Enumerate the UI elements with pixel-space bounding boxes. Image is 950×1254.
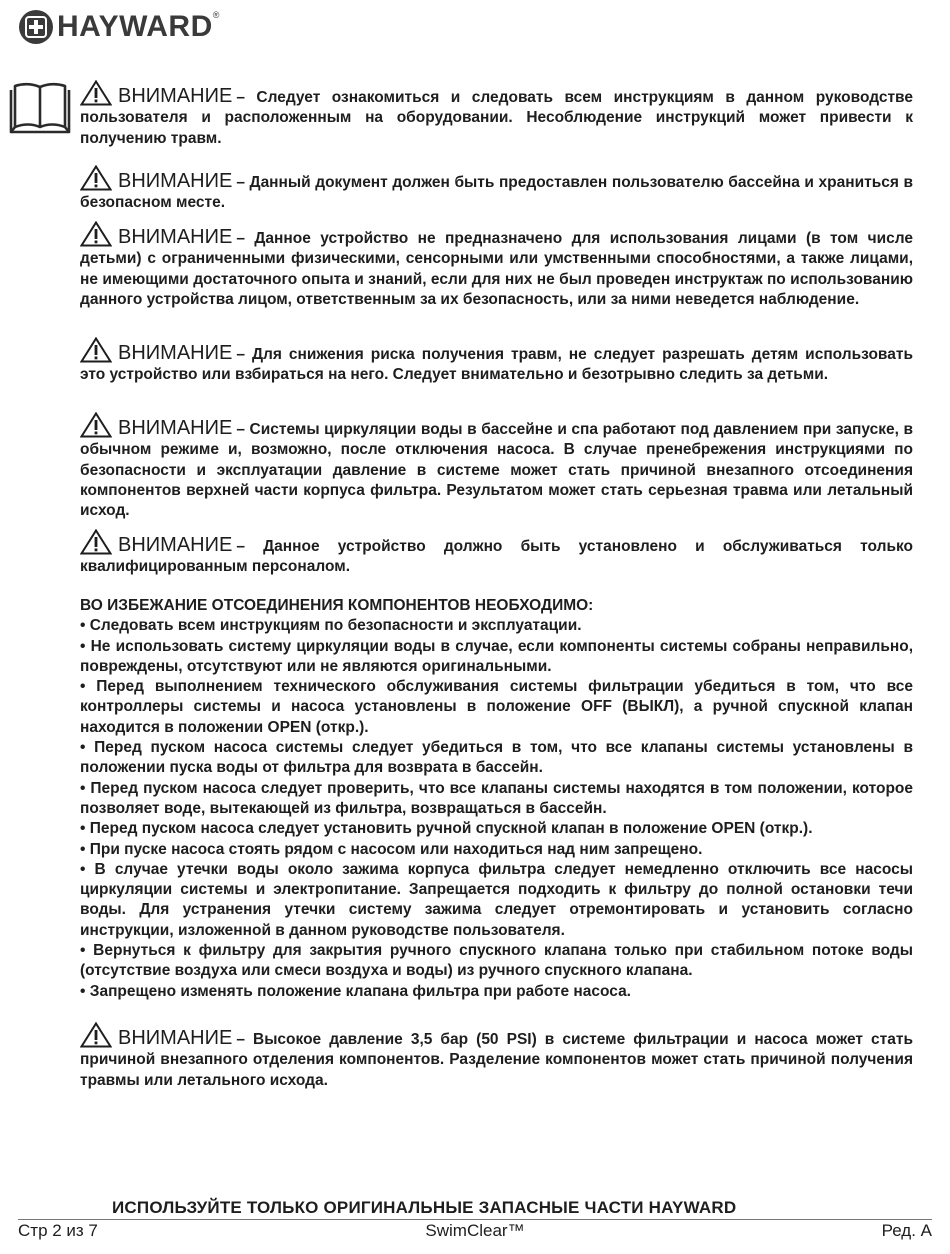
- warning-triangle-icon: [80, 1022, 112, 1048]
- brand-name: HAYWARD: [57, 10, 213, 43]
- footer-divider: [18, 1219, 932, 1220]
- warning-text: – Данное устройство должно быть установлено и обслуживаться только квалифицированным персоналом.: [80, 538, 913, 576]
- warning-block-1: [80, 80, 913, 149]
- warning-label: ВНИМАНИЕ: [118, 417, 233, 439]
- hayward-logo-icon: [19, 10, 53, 44]
- hayward-logo: [19, 10, 220, 44]
- warning-block-4: [80, 337, 913, 386]
- list-item: • Перед пуском насоса следует проверить, что все клапаны системы находятся в том положении, которое позволяет воде, вытекающей из фильтра, возвращаться в бассейн.: [80, 779, 913, 817]
- list-item: • Перед пуском насоса следует установить ручной спускной клапан в положение OPEN (откр.).: [80, 820, 813, 838]
- warning-text: – Системы циркуляции воды в бассейне и спа работают под давлением при запуске, в обычном режиме и, возможно, после отключения насоса. В случае пренебрежения инструкциями по безопасности и эксплуатации давление в системе может стать причиной внезапного отсоединения компонентов верхней части корпуса фильтра. Результатом может стать серьезная травма или летальный исход.: [80, 421, 913, 520]
- warning-block-5: [80, 412, 913, 521]
- warning-block-pressure: [80, 1022, 913, 1091]
- list-item: • При пуске насоса стоять рядом с насосом или находиться над ним запрещено.: [80, 840, 703, 858]
- page-number: Стр 2 из 7: [18, 1221, 98, 1240]
- manual-book-icon: [8, 82, 72, 136]
- warning-label: ВНИМАНИЕ: [118, 1027, 233, 1049]
- product-name: SwimClear™: [425, 1221, 525, 1240]
- warning-label: ВНИМАНИЕ: [118, 85, 233, 107]
- warning-triangle-icon: [80, 412, 112, 438]
- warning-block-6: [80, 529, 913, 578]
- warning-triangle-icon: [80, 529, 112, 555]
- registered-mark: ®: [212, 10, 220, 20]
- warning-triangle-icon: [80, 221, 112, 247]
- page-footer: [18, 1221, 932, 1243]
- warning-triangle-icon: [80, 337, 112, 363]
- warning-label: ВНИМАНИЕ: [118, 170, 233, 192]
- instruction-list: [80, 596, 913, 1002]
- list-item: • Не использовать систему циркуляции воды в случае, если компоненты системы собраны неправильно, повреждены, отсутствуют или не являются оригинальными.: [80, 637, 913, 675]
- original-parts-notice: ИСПОЛЬЗУЙТЕ ТОЛЬКО ОРИГИНАЛЬНЫЕ ЗАПАСНЫЕ ЧАСТИ HAYWARD: [112, 1198, 737, 1217]
- warning-text: – Следует ознакомиться и следовать всем инструкциям в данном руководстве пользователя и расположенным на оборудовании. Несоблюдение инструкций может привести к получению травм.: [80, 89, 913, 147]
- list-title: ВО ИЗБЕЖАНИЕ ОТСОЕДИНЕНИЯ КОМПОНЕНТОВ НЕОБХОДИМО:: [80, 597, 594, 614]
- warning-block-2: [80, 165, 913, 214]
- warning-text: – Для снижения риска получения травм, не следует разрешать детям использовать это устройство или взбираться на него. Следует внимательно и безотрывно следить за детьми.: [80, 346, 913, 384]
- warning-text: – Данный документ должен быть предоставлен пользователю бассейна и храниться в безопасном месте.: [80, 174, 913, 212]
- list-item: • Перед выполнением технического обслуживания системы фильтрации убедиться в том, что все контроллеры системы и насоса установлены в положение OFF (ВЫКЛ), а ручной спускной клапан находится в положении OPEN (откр.).: [80, 678, 913, 736]
- warning-label: ВНИМАНИЕ: [118, 534, 233, 556]
- list-item: • Запрещено изменять положение клапана фильтра при работе насоса.: [80, 982, 631, 1000]
- list-item: • Вернуться к фильтру для закрытия ручного спускного клапана только при стабильном потоке воды (отсутствие воздуха или смеси воздуха и воды) из ручного спускного клапана.: [80, 942, 913, 980]
- warning-block-3: [80, 221, 913, 310]
- warning-label: ВНИМАНИЕ: [118, 342, 233, 364]
- warning-label: ВНИМАНИЕ: [118, 226, 233, 248]
- list-item: • Следовать всем инструкциям по безопасности и эксплуатации.: [80, 617, 582, 635]
- warning-text: – Данное устройство не предназначено для использования лицами (в том числе детьми) с ограниченными физическими, сенсорными или умственными способностями, а также лицами, не имеющими достаточного опыта и знаний, если для них не был проведен инструктаж по использованию данного устройства лицом, ответственным за их безопасность, или за ними неведется наблюдение.: [80, 230, 913, 308]
- list-item: • В случае утечки воды около зажима корпуса фильтра следует немедленно отключить все насосы циркуляции системы и электропитание. Запрещается подходить к фильтру до полной остановки течи воды. Для устранения утечки систему зажима следует отремонтировать и установить согласно инструкции, изложенной в данном руководстве пользователя.: [80, 860, 913, 939]
- list-item: • Перед пуском насоса системы следует убедиться в том, что все клапаны системы установлены в положении пуска воды от фильтра для возврата в бассейн.: [80, 739, 913, 777]
- warning-triangle-icon: [80, 80, 112, 106]
- warning-triangle-icon: [80, 165, 112, 191]
- warning-text: – Высокое давление 3,5 бар (50 PSI) в системе фильтрации и насоса может стать причиной внезапного отделения компонентов. Разделение компонентов может стать причиной получения травмы или летального исхода.: [80, 1031, 913, 1089]
- revision: Ред. А: [881, 1221, 932, 1240]
